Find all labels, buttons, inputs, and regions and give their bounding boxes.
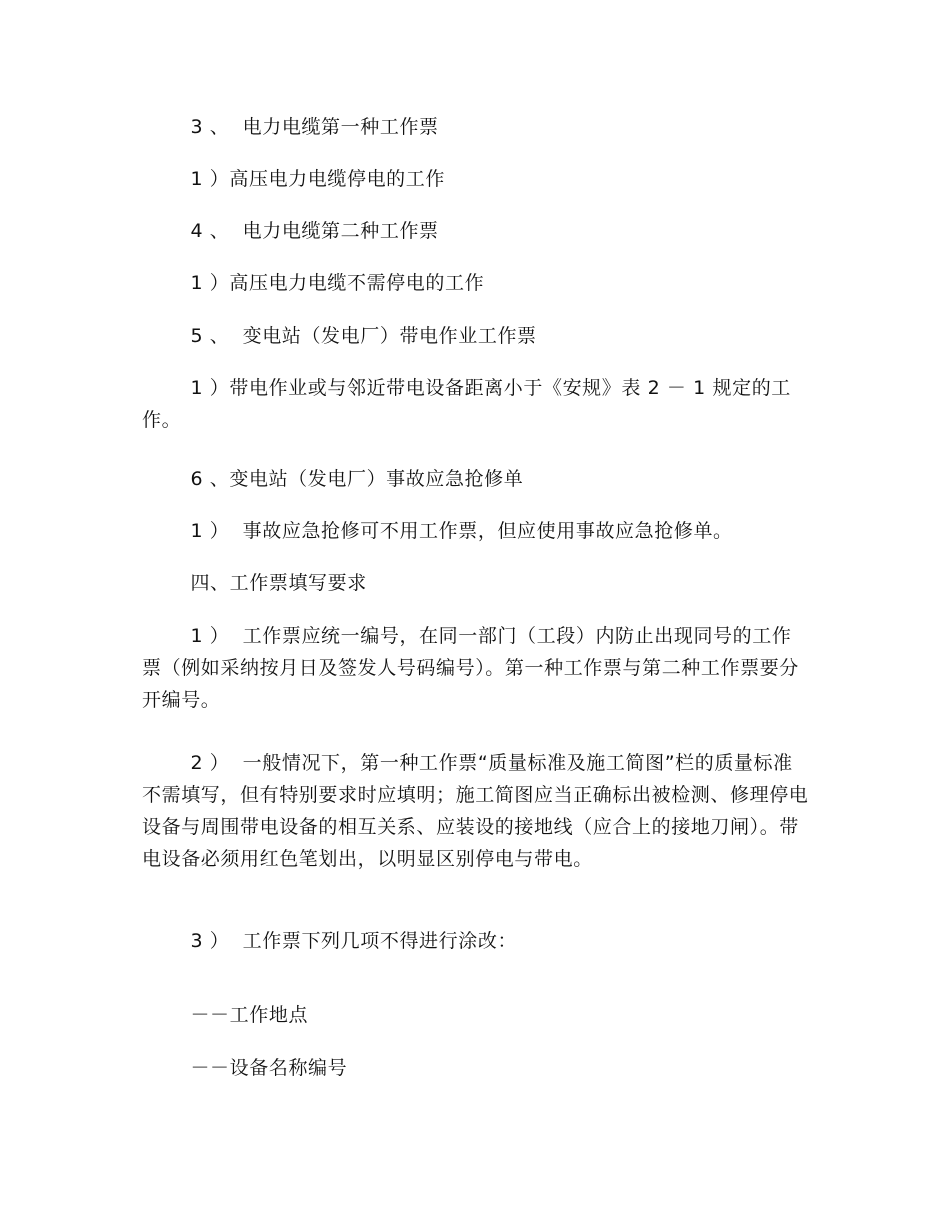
section-5-heading: 5 、 变电站（发电厂）带电作业工作票 (190, 325, 537, 347)
requirement-3: 3 ） 工作票下列几项不得进行涂改： (190, 930, 518, 952)
section-6-heading: 6 、变电站（发电厂）事故应急抢修单 (190, 468, 524, 490)
section-3-item-1: 1 ）高压电力电缆停电的工作 (190, 168, 445, 190)
no-alter-item-work-location: －－工作地点 (190, 1004, 309, 1026)
section-3-heading: 3 、 电力电缆第一种工作票 (190, 116, 439, 138)
section-4-heading: 4 、 电力电缆第二种工作票 (190, 220, 439, 242)
section-5-item-1: 1 ）带电作业或与邻近带电设备距离小于《安规》表 2 － 1 规定的工作。 (142, 377, 791, 431)
requirement-2: 2 ） 一般情况下，第一种工作票“质量标准及施工简图”栏的质量标准不需填写，但有特别要求时应填明；施工简图应当正确标出被检测、修理停电设备与周围带电设备的相互关系、应装设的接地线（应合上的接地刀闸）。带电设备必须用红色笔划出，以明显区别停电与带电。 (142, 752, 809, 870)
requirement-1: 1 ） 工作票应统一编号，在同一部门（工段）内防止出现同号的工作票（例如采纳按月日及签发人号码编号）。第一种工作票与第二种工作票要分开编号。 (142, 625, 799, 711)
part-4-heading: 四、工作票填写要求 (190, 572, 367, 594)
section-4-item-1: 1 ）高压电力电缆不需停电的工作 (190, 272, 485, 294)
section-6-item-1: 1 ） 事故应急抢修可不用工作票，但应使用事故应急抢修单。 (190, 520, 733, 542)
no-alter-item-equipment-name: －－设备名称编号 (190, 1057, 348, 1079)
